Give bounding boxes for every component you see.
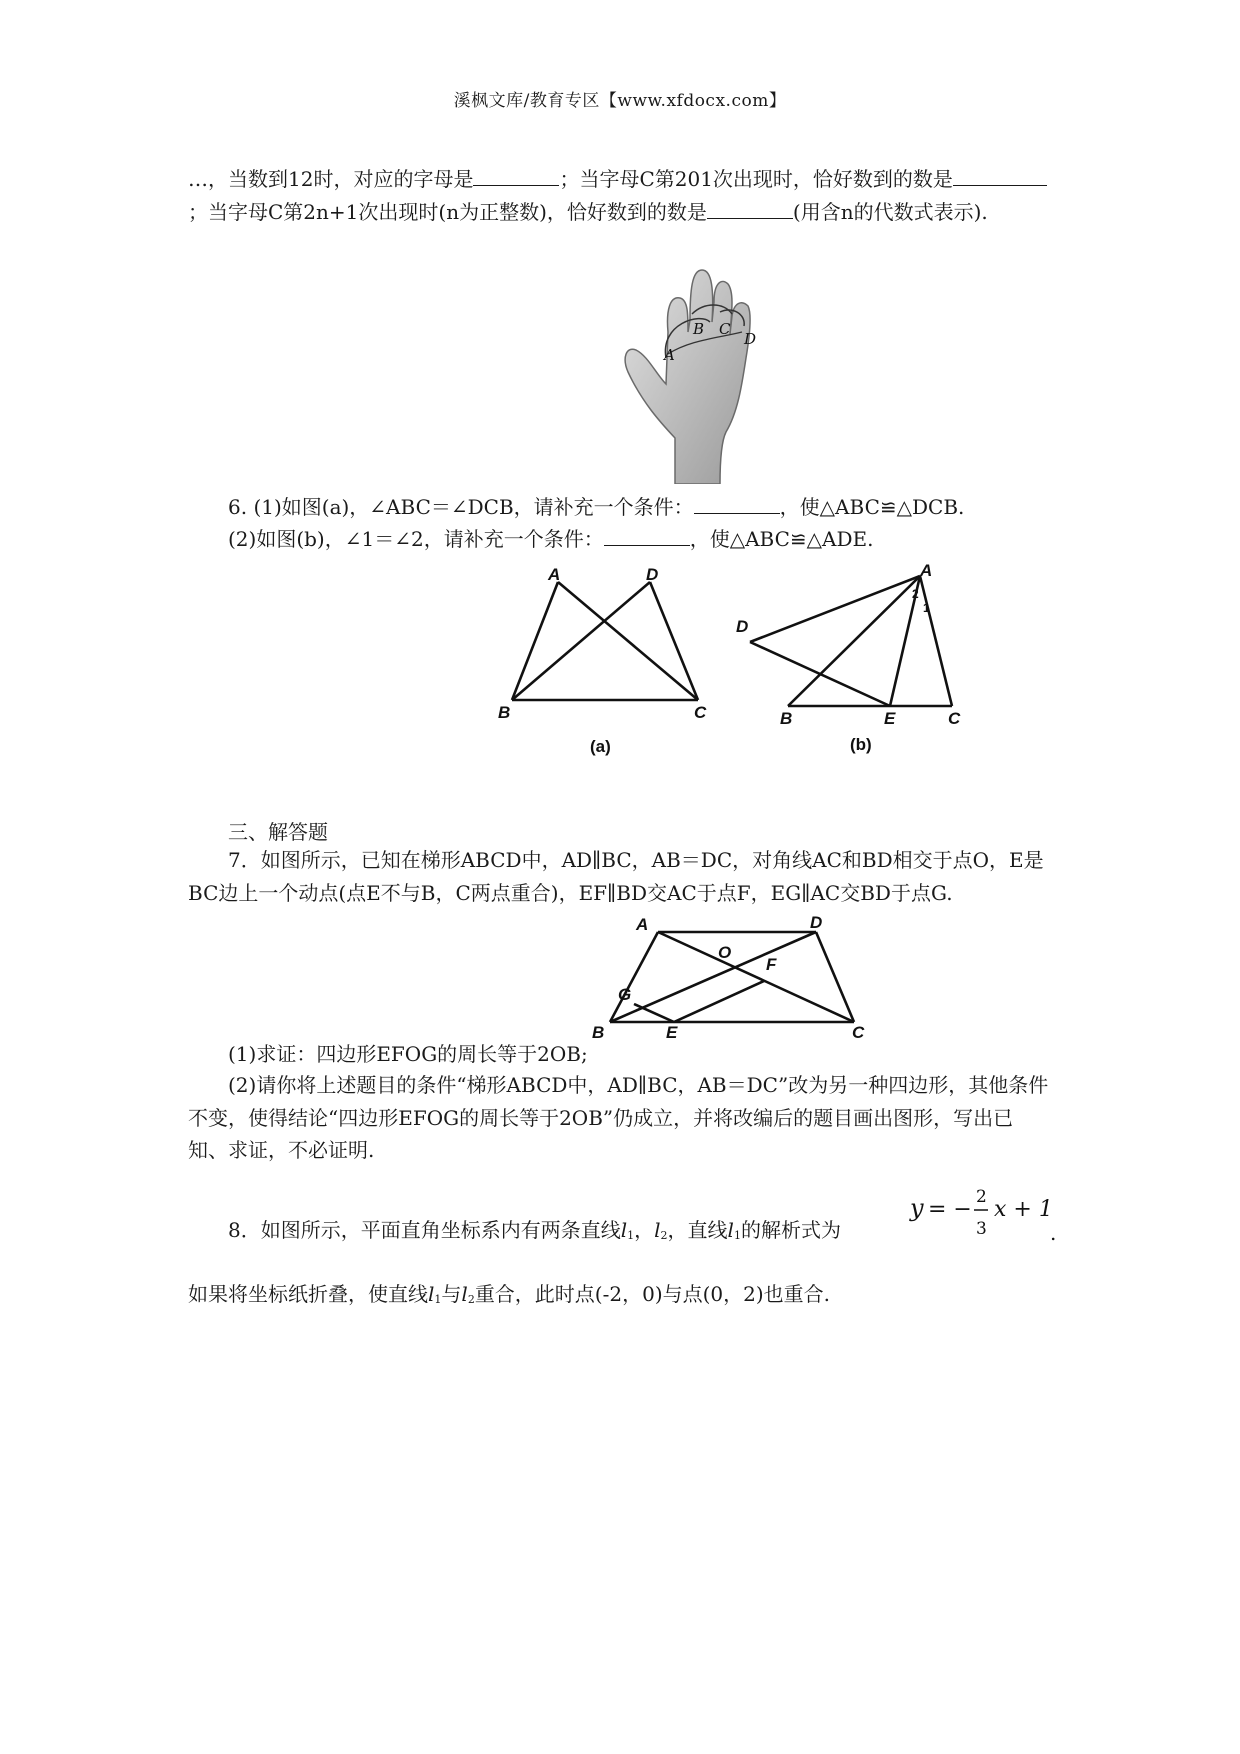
- trap-label-A: A: [636, 915, 649, 934]
- fig-b-label-E: E: [884, 709, 896, 728]
- q8-line2-c: 重合，此时点(-2，0)与点(0，2)也重合.: [474, 1282, 831, 1306]
- eq-equals: = −: [928, 1197, 972, 1222]
- line-l1-symbol: [728, 1218, 741, 1242]
- q8-text-b: ，直线: [667, 1218, 728, 1242]
- question-8-line-2: [188, 1278, 830, 1316]
- fig-b-label-C: C: [948, 709, 961, 728]
- fig-b-label-B: B: [780, 709, 793, 728]
- figure-a: [490, 568, 720, 758]
- fig-b-caption: (b): [850, 735, 872, 754]
- segment-DC: [650, 582, 698, 700]
- eq-period: .: [1050, 1221, 1057, 1245]
- answer-blank: [604, 525, 690, 546]
- subscript-2: 2: [467, 1293, 475, 1306]
- q8-text-a: 8．如图所示，平面直角坐标系内有两条直线: [228, 1218, 621, 1242]
- question-6-part-2: [228, 523, 873, 555]
- segment-DA: [750, 576, 920, 642]
- subscript-1: 1: [733, 1229, 741, 1242]
- subscript-1: 1: [627, 1229, 635, 1242]
- trapezoid-figure: [588, 912, 878, 1040]
- line-equation: [908, 1182, 1058, 1248]
- hand-label-D: D: [744, 330, 757, 348]
- segment-AC: [658, 932, 854, 1022]
- hand-label-C: C: [719, 320, 731, 338]
- question-5-text: [188, 163, 1052, 228]
- question-7-part-1: (1)求证：四边形EFOG的周长等于2OB;: [228, 1042, 588, 1066]
- hand-figure: [620, 262, 790, 484]
- line-l1-symbol: [621, 1218, 634, 1242]
- q6-line2a: (2)如图(b)，∠1＝∠2，请补充一个条件：: [228, 527, 604, 551]
- question-6-part-1: [228, 491, 964, 523]
- fig-a-label-A: A: [548, 568, 561, 584]
- l-letter: l: [461, 1282, 468, 1306]
- answer-blank: [953, 165, 1047, 186]
- fig-a-caption: (a): [590, 737, 611, 756]
- question-8-line-1: [228, 1214, 841, 1252]
- trap-label-G: G: [618, 985, 632, 1004]
- q5-part1: …，当数到12时，对应的字母是: [188, 167, 474, 191]
- subscript-1: 1: [434, 1293, 442, 1306]
- segment-BA: [788, 576, 920, 706]
- trap-label-C: C: [852, 1023, 865, 1040]
- fig-a-label-B: B: [498, 703, 511, 722]
- l-letter: l: [727, 1218, 734, 1242]
- l-letter: l: [654, 1218, 661, 1242]
- question-7-text: 7．如图所示，已知在梯形ABCD中，AD∥BC，AB＝DC，对角线AC和BD相交于点O，E是BC边上一个动点(点E不与B，C两点重合)，EF∥BD交AC于点F，EG∥AC交BD于点G.: [188, 848, 1044, 905]
- subscript-2: 2: [660, 1229, 668, 1242]
- eq-rest: x + 1: [994, 1197, 1053, 1222]
- q5-part3: ；当字母C第2n+1次出现时(n为正整数)，恰好数到的数是: [188, 199, 707, 224]
- figure-b: [730, 560, 970, 758]
- answer-blank: [473, 165, 559, 186]
- q8-comma: ，: [634, 1218, 655, 1242]
- fig-b-label-A: A: [920, 561, 933, 580]
- hand-label-B: B: [693, 320, 705, 338]
- line-l2-symbol: [654, 1218, 667, 1242]
- l-letter: l: [620, 1218, 628, 1242]
- answer-blank: [694, 493, 780, 514]
- segment-EG: [634, 1004, 674, 1022]
- line-l1-symbol: [428, 1282, 441, 1306]
- section-title: 三、解答题: [228, 820, 328, 844]
- q6-line1b: ，使△ABC≌△DCB.: [779, 495, 965, 519]
- hand-label-A: A: [664, 346, 675, 364]
- q5-part4: (用含n的代数式表示).: [792, 199, 988, 224]
- answer-blank: [707, 198, 793, 219]
- trap-label-B: B: [592, 1023, 605, 1040]
- segment-AB: [610, 932, 658, 1022]
- q8-line2-a: 如果将坐标纸折叠，使直线: [188, 1282, 428, 1306]
- q5-part2: ；当字母C第201次出现时，恰好数到的数是: [559, 167, 953, 191]
- fig-b-label-D: D: [736, 617, 749, 636]
- fig-a-label-D: D: [646, 568, 659, 584]
- q8-text-c: 的解析式为: [740, 1218, 841, 1242]
- q8-line2-b: 与: [441, 1282, 462, 1306]
- segment-AB: [512, 582, 558, 700]
- question-7-part-2: (2)请你将上述题目的条件“梯形ABCD中，AD∥BC，AB＝DC”改为另一种四边形，其他条件不变，使得结论“四边形EFOG的周长等于2OB”仍成立，并将改编后的题目画出图形，写出已知、求证，不必证明.: [188, 1073, 1049, 1162]
- page-header: 溪枫文库/教育专区【www.xfdocx.com】: [453, 91, 787, 111]
- segment-CA: [920, 576, 952, 706]
- q6-line2b: ，使△ABC≌△ADE.: [689, 527, 874, 551]
- trap-label-D: D: [810, 913, 823, 932]
- line-l2-symbol: [461, 1282, 474, 1306]
- hand-shape: [625, 270, 750, 484]
- l-letter: l: [428, 1282, 435, 1306]
- q6-line1a: 6. (1)如图(a)，∠ABC＝∠DCB，请补充一个条件：: [228, 495, 694, 519]
- trap-label-F: F: [766, 955, 777, 974]
- trap-label-E: E: [666, 1023, 678, 1040]
- fig-b-angle-1: 1: [923, 601, 930, 615]
- eq-y: y: [910, 1194, 924, 1222]
- eq-numerator: 2: [976, 1187, 987, 1207]
- trap-label-O: O: [718, 943, 732, 962]
- fig-b-angle-2: 2: [912, 587, 919, 601]
- eq-denominator: 3: [976, 1219, 987, 1239]
- fig-a-label-C: C: [694, 703, 707, 722]
